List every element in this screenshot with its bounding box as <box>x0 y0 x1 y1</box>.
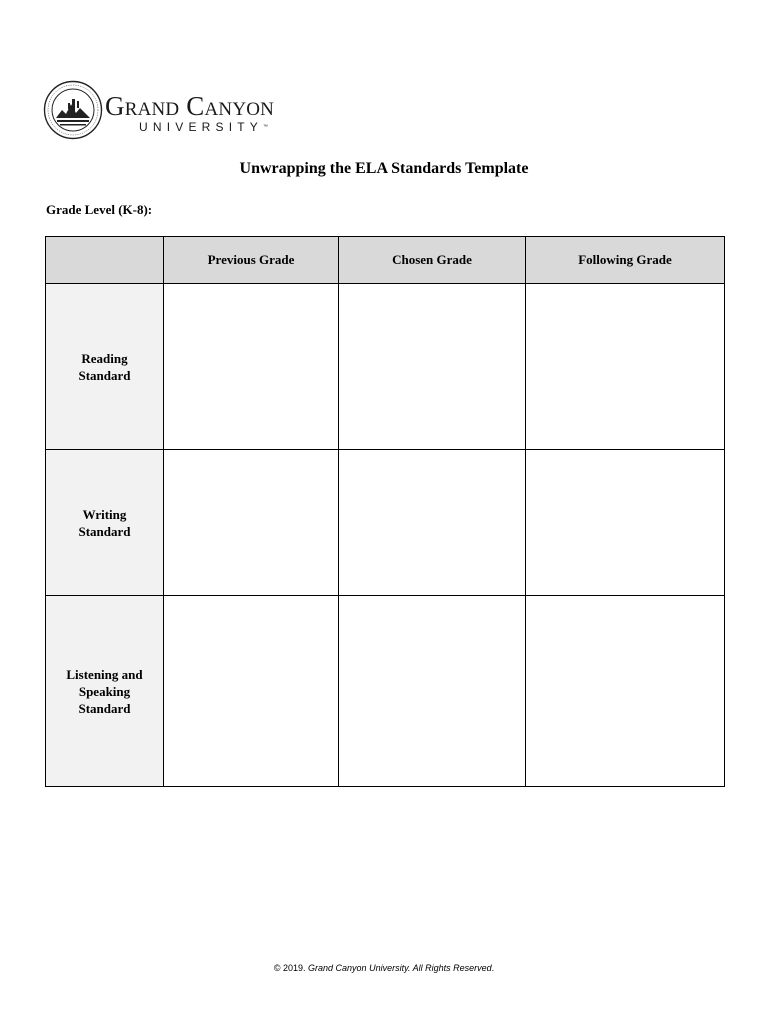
copyright-footer: © 2019. Grand Canyon University. All Rights Reserved. <box>273 963 495 973</box>
university-seal-icon <box>43 80 103 140</box>
table-header-row <box>46 237 725 284</box>
row-label-writing: Writing Standard <box>46 450 164 596</box>
logo-name-line1: Grand Canyon <box>105 90 275 121</box>
listening-following-cell[interactable] <box>526 596 725 787</box>
page-title: Unwrapping the ELA Standards Template <box>239 160 529 177</box>
reading-previous-cell[interactable] <box>164 284 339 450</box>
university-logo <box>43 80 274 140</box>
listening-chosen-cell[interactable] <box>339 596 526 787</box>
logo-trademark: ™ <box>263 123 269 130</box>
header-corner-cell <box>46 237 164 284</box>
header-chosen-grade: Chosen Grade <box>339 237 526 284</box>
copyright-prefix: © 2019. <box>273 963 309 973</box>
listening-previous-cell[interactable] <box>164 596 339 787</box>
table-row-writing <box>46 450 725 596</box>
table-row-reading <box>46 284 725 450</box>
table-row-listening-speaking <box>46 596 725 787</box>
grade-level-label: Grade Level (K-8): <box>46 202 153 217</box>
reading-following-cell[interactable] <box>526 284 725 450</box>
writing-previous-cell[interactable] <box>164 450 339 596</box>
writing-chosen-cell[interactable] <box>339 450 526 596</box>
logo-name-line2: UNIVERSITY <box>139 119 264 134</box>
header-previous-grade: Previous Grade <box>164 237 339 284</box>
writing-following-cell[interactable] <box>526 450 725 596</box>
copyright-text: Grand Canyon University. All Rights Reserved <box>308 963 492 973</box>
standards-table <box>45 236 725 787</box>
header-following-grade: Following Grade <box>526 237 725 284</box>
row-label-reading: Reading Standard <box>46 284 164 450</box>
reading-chosen-cell[interactable] <box>339 284 526 450</box>
row-label-listening-speaking: Listening and Speaking Standard <box>46 596 164 787</box>
